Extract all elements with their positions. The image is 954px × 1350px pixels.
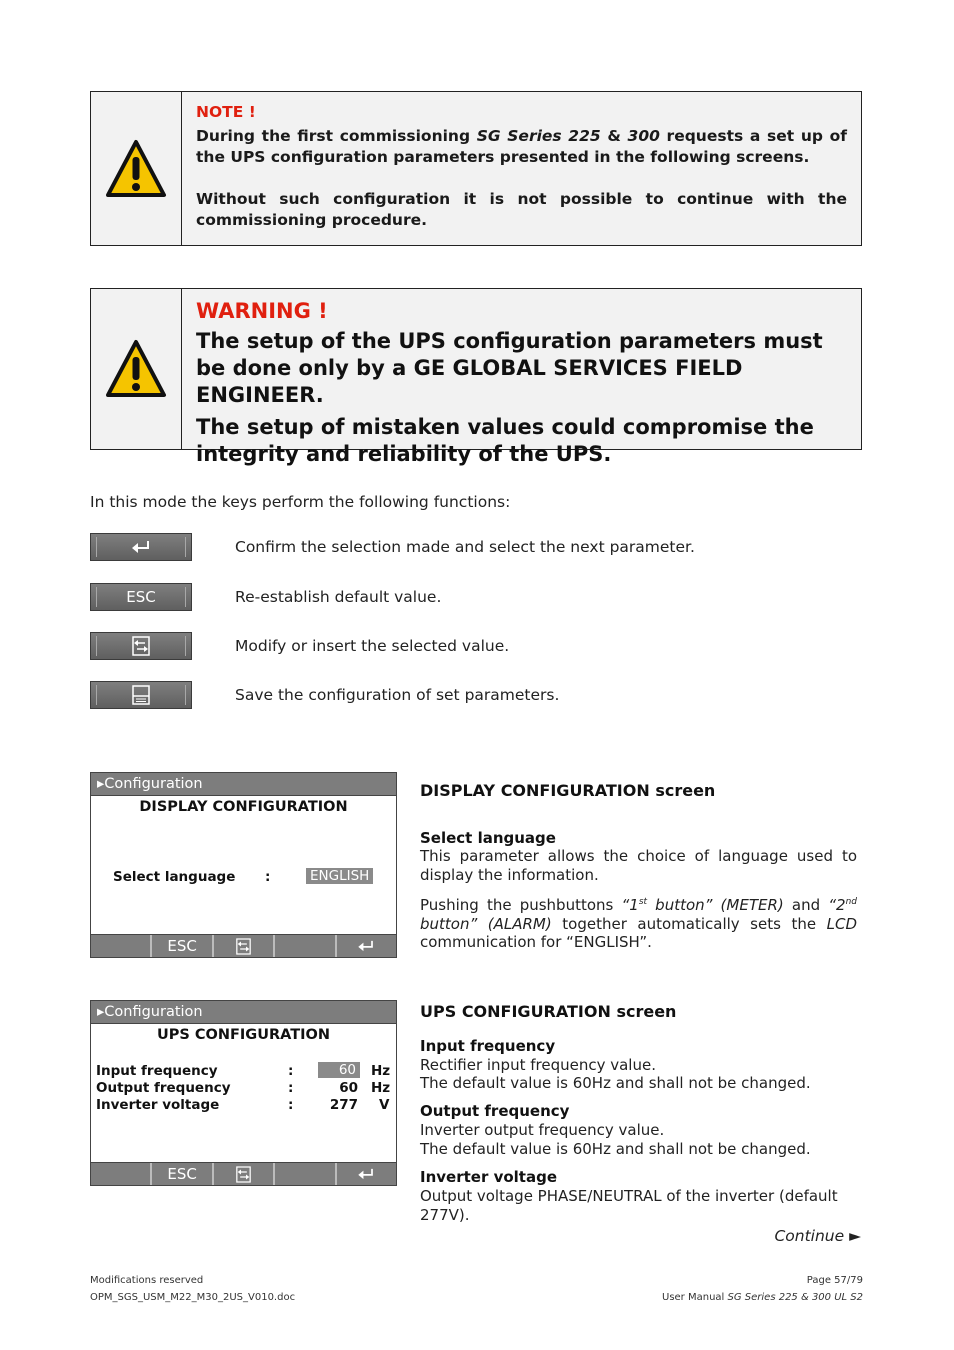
softkey-blank[interactable]	[91, 935, 150, 957]
softkey-blank-2[interactable]	[273, 1163, 334, 1185]
ups-config-title: UPS CONFIGURATION screen	[420, 1002, 677, 1021]
save-key-description: Save the configuration of set parameters.	[235, 686, 560, 704]
modify-icon	[132, 636, 150, 656]
softkey-esc[interactable]: ESC	[150, 935, 211, 957]
input-frequency-label: Input frequency	[96, 1063, 218, 1079]
modify-key-description: Modify or insert the selected value.	[235, 637, 510, 655]
warning-box	[90, 288, 862, 466]
softkey-enter[interactable]	[335, 935, 396, 957]
row-separator: :	[288, 1063, 294, 1079]
output-frequency-subtitle: Output frequency	[420, 1102, 570, 1120]
enter-icon	[131, 540, 151, 554]
triangle-right-icon: ▸	[97, 1004, 105, 1020]
inverter-voltage-label: Inverter voltage	[96, 1097, 220, 1113]
enter-key-description: Confirm the selection made and select the next parameter.	[235, 538, 695, 556]
esc-key-description: Re-establish default value.	[235, 588, 442, 606]
softkey-blank-2[interactable]	[273, 935, 334, 957]
display-config-title: DISPLAY CONFIGURATION screen	[420, 781, 716, 800]
input-frequency-unit: Hz	[371, 1063, 391, 1079]
note-paragraph-1: During the first commissioning SG Series 225 & 300 requests a set up of the UPS configuration parameters presented in the following screens.	[196, 127, 848, 166]
ups-configuration-screen	[90, 1000, 397, 1186]
inverter-voltage-unit: V	[379, 1097, 390, 1113]
screen-heading: UPS CONFIGURATION	[157, 1027, 330, 1043]
keys-intro: In this mode the keys perform the following functions:	[90, 493, 511, 511]
note-title: NOTE !	[196, 103, 256, 121]
screen-title: Configuration	[104, 1004, 203, 1020]
modify-icon	[236, 1166, 251, 1183]
output-frequency-line-1: Inverter output frequency value.	[420, 1121, 665, 1139]
output-frequency-label: Output frequency	[96, 1080, 231, 1096]
footer-page-number: Page 57/79	[806, 1275, 863, 1286]
continue-label: Continue ►	[774, 1227, 861, 1245]
input-frequency-line-1: Rectifier input frequency value.	[420, 1056, 656, 1074]
enter-icon	[357, 1168, 375, 1180]
warning-triangle-icon	[105, 139, 167, 199]
row-separator: :	[288, 1097, 294, 1113]
warning-paragraph-1: The setup of the UPS configuration parameters must be done only by a GE GLOBAL SERVICES FIELD ENGINEER.	[196, 329, 823, 407]
language-value[interactable]: ENGLISH	[306, 868, 375, 884]
footer-modifications: Modifications reserved	[90, 1275, 204, 1286]
enter-key[interactable]	[90, 533, 192, 561]
input-frequency-subtitle: Input frequency	[420, 1037, 556, 1055]
warning-paragraph-2: The setup of mistaken values could compromise the integrity and reliability of the UPS.	[196, 415, 814, 466]
row-separator: :	[265, 869, 271, 885]
enter-icon	[357, 940, 375, 952]
note-box	[90, 91, 862, 246]
softkey-modify[interactable]	[212, 935, 273, 957]
footer-manual-name: User Manual SG Series 225 & 300 UL S2	[662, 1292, 863, 1303]
inverter-voltage-subtitle: Inverter voltage	[420, 1168, 557, 1186]
output-frequency-unit: Hz	[371, 1080, 391, 1096]
select-language-subtitle: Select language	[420, 829, 556, 847]
save-icon	[132, 685, 150, 705]
modify-key[interactable]	[90, 632, 192, 660]
pushbuttons-paragraph: Pushing the pushbuttons “1st button” (METER) and “2nd button” (ALARM) together automatically sets the LCD communication for “ENGLISH”.	[420, 896, 857, 951]
softkey-esc[interactable]: ESC	[150, 1163, 211, 1185]
input-frequency-line-2: The default value is 60Hz and shall not be changed.	[420, 1074, 811, 1092]
output-frequency-line-2: The default value is 60Hz and shall not be changed.	[420, 1140, 811, 1158]
warning-title: WARNING !	[196, 299, 328, 323]
select-language-paragraph: This parameter allows the choice of language used to display the information.	[420, 847, 857, 884]
inverter-voltage-value[interactable]: 277	[329, 1097, 358, 1113]
select-language-label: Select language	[113, 869, 236, 885]
softkey-blank[interactable]	[91, 1163, 150, 1185]
modify-icon	[236, 938, 251, 955]
display-configuration-screen	[90, 772, 397, 958]
save-key[interactable]	[90, 681, 192, 709]
row-separator: :	[288, 1080, 294, 1096]
screen-title: Configuration	[104, 776, 203, 792]
esc-key[interactable]: ESC	[90, 583, 192, 611]
triangle-right-icon: ▸	[97, 776, 105, 792]
warning-triangle-icon	[105, 339, 167, 399]
screen-heading: DISPLAY CONFIGURATION	[139, 799, 348, 815]
output-frequency-value[interactable]: 60	[339, 1080, 358, 1096]
footer-filename: OPM_SGS_USM_M22_M30_2US_V010.doc	[90, 1292, 296, 1303]
softkey-enter[interactable]	[335, 1163, 396, 1185]
input-frequency-value[interactable]: 60	[318, 1062, 362, 1078]
softkey-modify[interactable]	[212, 1163, 273, 1185]
inverter-voltage-line-1: Output voltage PHASE/NEUTRAL of the inverter (default 277V).	[420, 1187, 838, 1224]
note-paragraph-2: Without such configuration it is not possible to continue with the commissioning procedure.	[196, 190, 847, 229]
